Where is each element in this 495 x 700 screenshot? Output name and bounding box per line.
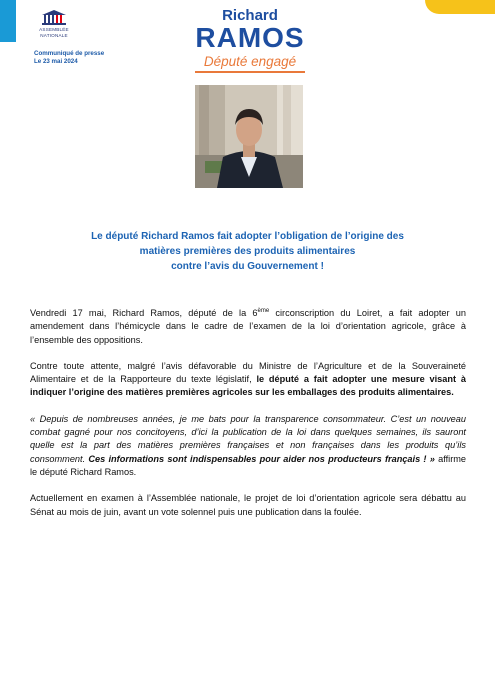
tagline-underline (195, 71, 305, 73)
headline-line2: matières premières des produits alimentaires (139, 246, 356, 257)
p2-text-a: Contre toute attente, malgré l’avis défavorable du Ministre de l’Agriculture et de la Souveraineté Alimentaire et de la Rapporteure du texte législatif, (30, 360, 466, 385)
brand-last-name: RAMOS (195, 22, 305, 53)
p2-text-bold: le député a fait adopter une mesure visant à indiquer l’origine des matières premières agricoles sur les emballages des produits alimentaires. (30, 374, 466, 398)
press-date: Le 23 mai 2024 (34, 58, 78, 65)
press-label: Communiqué de presse (34, 50, 105, 57)
paragraph-4 (30, 492, 466, 519)
headline-line1: Le député Richard Ramos fait adopter l’obligation de l’origine des (91, 231, 404, 242)
brand-tagline: Député engagé (203, 54, 297, 69)
headline-line3: contre l’avis du Gouvernement ! (171, 261, 324, 272)
p1-text-a: Vendredi 17 mai, Richard Ramos, député de la 6 (30, 308, 258, 318)
assemblee-nationale-logo (34, 10, 74, 38)
press-release-info (34, 50, 104, 66)
paragraph-1 (30, 307, 466, 347)
assemblee-emblem-icon (41, 10, 67, 26)
p3-quote-bold: Ces informations sont indispensables pour aider nos producteurs français ! » (88, 453, 435, 464)
institution-line2: NATIONALE (40, 33, 68, 38)
p3-quote: « Depuis de nombreuses années, je me bats pour la transparence consommateur. C’est un nouveau combat gagné pour nos concitoyens, d’ici la publication de la loi dans quelques semaines, ils sauront quelle est la part des matières premières françaises et non françaises dans les produits qu’ils consomment. (30, 413, 466, 464)
institution-line1: ASSEMBLÉE (39, 27, 69, 32)
brand-first-name: Richard (222, 7, 278, 24)
paragraph-2 (30, 360, 466, 400)
p4-text: Actuellement en examen à l’Assemblée nationale, le projet de loi d’orientation agricole sera débattu au Sénat au mois de juin, avant un vote solennel puis une publication dans la foulée. (30, 493, 466, 517)
p1-superscript: ème (257, 307, 270, 314)
brand-logo (180, 8, 320, 73)
left-accent-bar (0, 0, 16, 42)
portrait-image (195, 85, 303, 188)
press-body (30, 307, 466, 532)
portrait-photo (195, 85, 303, 188)
press-headline (40, 229, 455, 274)
p3-attribution: affirme le député Richard Ramos. (30, 453, 467, 477)
paragraph-3 (30, 413, 466, 479)
right-accent-bar (425, 0, 495, 14)
p1-text-b: circonscription du Loiret, a fait adopter un amendement dans l’hémicycle dans le cadre de l’examen de la loi d’orientation agricole, grâce à l’ensemble des oppositions. (30, 308, 466, 345)
